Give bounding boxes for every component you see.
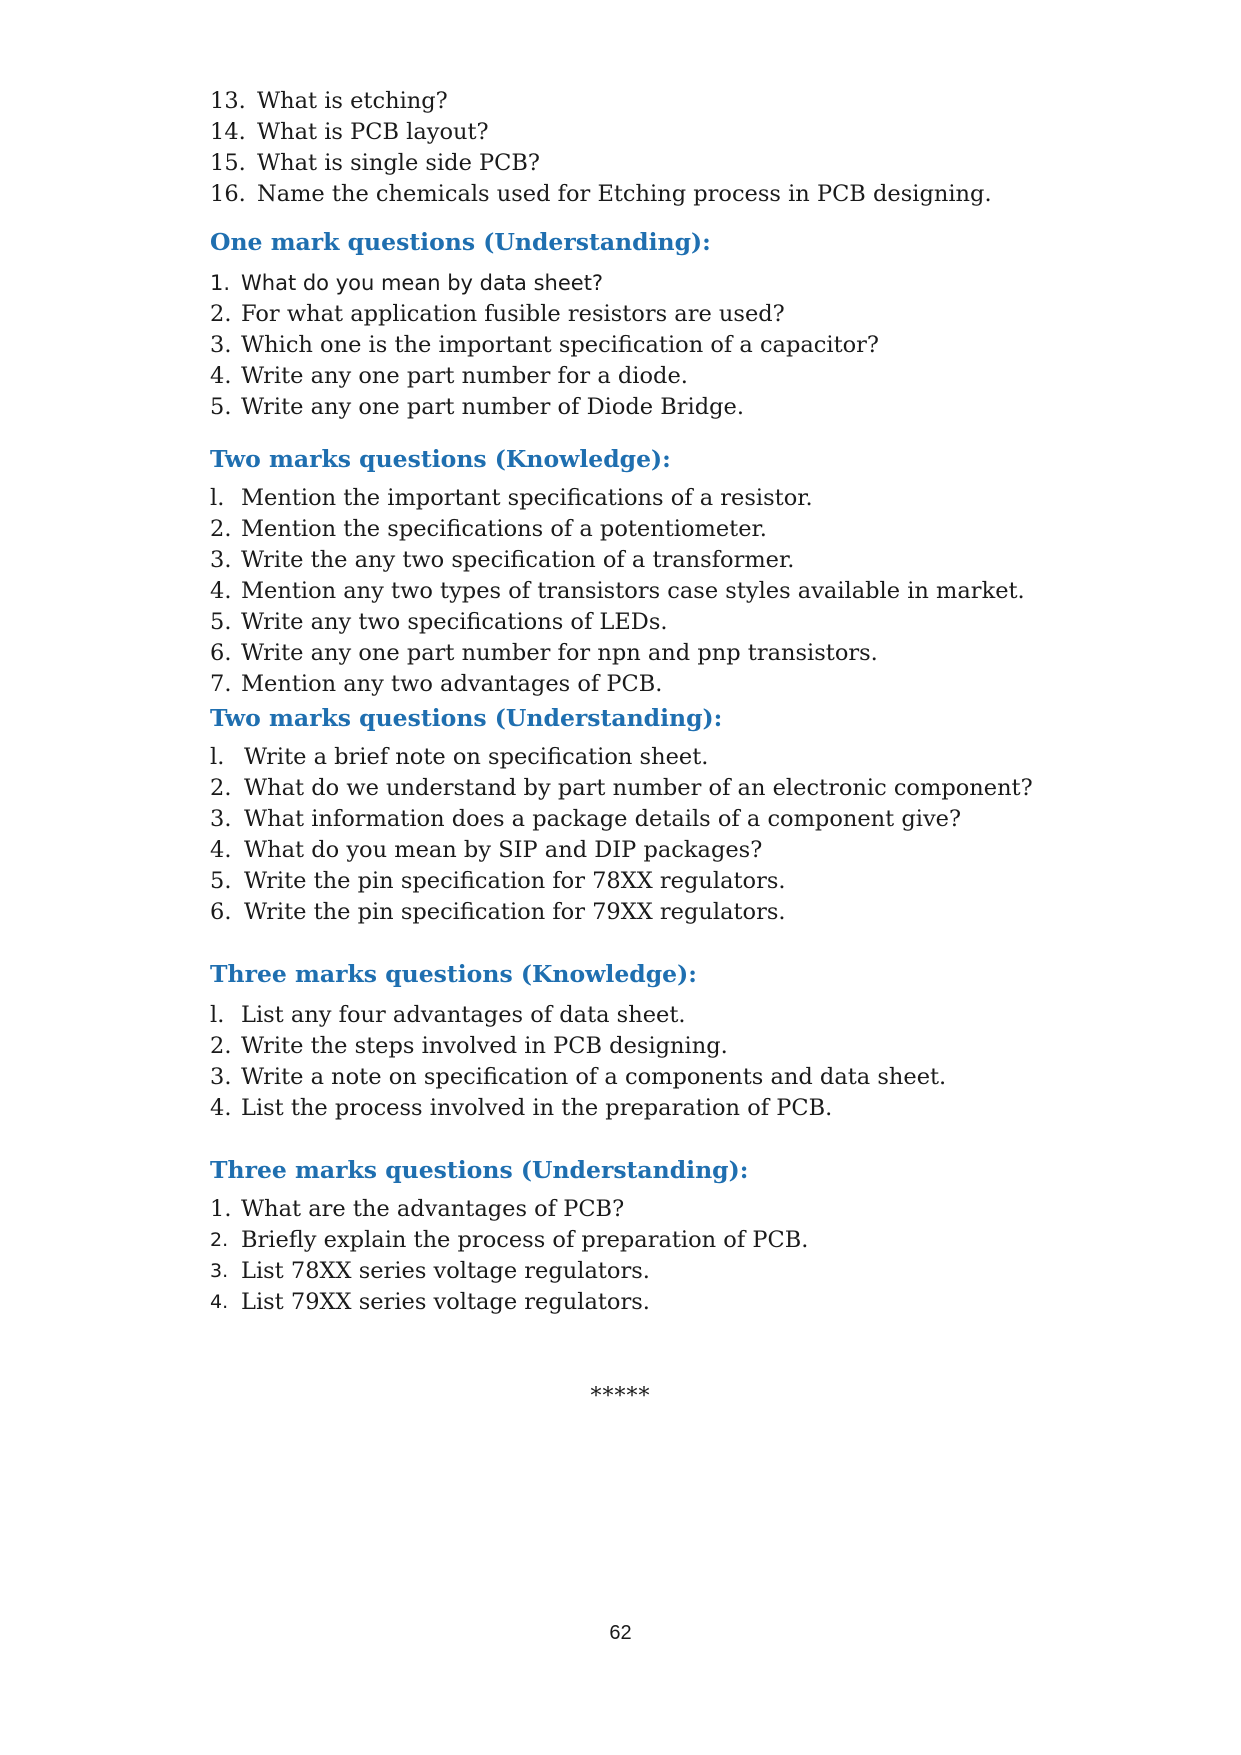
- item-text: Write any two specifications of LEDs.: [241, 609, 668, 635]
- list-item: [210, 669, 1110, 700]
- item-number: 4.: [210, 837, 232, 863]
- item-text: For what application fusible resistors are used?: [241, 301, 785, 327]
- list-item: [210, 392, 1110, 423]
- list-item: [210, 148, 1110, 179]
- page-content: [210, 86, 1110, 1318]
- item-text: Mention any two types of transistors case styles available in market.: [241, 578, 1025, 604]
- list-item: [210, 607, 1110, 638]
- item-text: List 79XX series voltage regulators.: [241, 1289, 650, 1315]
- item-text: What do we understand by part number of an electronic component?: [244, 775, 1033, 801]
- item-number: 4.: [210, 1291, 229, 1313]
- item-number: 14.: [210, 119, 246, 145]
- list-item: [210, 1062, 1110, 1093]
- list-item: [210, 866, 1110, 897]
- list-item: [210, 268, 1110, 299]
- item-text: Write the any two specification of a transformer.: [241, 547, 795, 573]
- list-item: [210, 545, 1110, 576]
- end-marker: *****: [590, 1384, 651, 1409]
- item-number: 2.: [210, 1033, 232, 1059]
- list-item: [210, 117, 1110, 148]
- item-text: Write the pin specification for 78XX regulators.: [244, 868, 786, 894]
- list-item: [210, 804, 1110, 835]
- item-text: Write any one part number for npn and pnp transistors.: [241, 640, 878, 666]
- item-text: Mention the important specifications of a resistor.: [241, 485, 813, 511]
- item-text: Name the chemicals used for Etching process in PCB designing.: [257, 181, 992, 207]
- item-number: 3.: [210, 1064, 232, 1090]
- item-number: 5.: [210, 394, 232, 420]
- item-number: l.: [210, 485, 225, 511]
- item-number: 6.: [210, 899, 232, 925]
- item-text: What is etching?: [257, 88, 448, 114]
- item-number: l.: [210, 744, 225, 770]
- list-item: [210, 638, 1110, 669]
- item-text: Write a brief note on specification sheet.: [244, 744, 709, 770]
- item-number: 2.: [210, 1229, 229, 1251]
- item-text: Write a note on specification of a components and data sheet.: [241, 1064, 947, 1090]
- item-text: What is single side PCB?: [257, 150, 540, 176]
- item-text: Write the steps involved in PCB designing.: [241, 1033, 728, 1059]
- page-number: 62: [609, 1622, 632, 1644]
- item-text: What do you mean by SIP and DIP packages?: [244, 837, 763, 863]
- item-number: 7.: [210, 671, 232, 697]
- item-text: List the process involved in the preparation of PCB.: [241, 1095, 833, 1121]
- item-number: 3.: [210, 1260, 229, 1282]
- list-item: [210, 514, 1110, 545]
- item-text: What is PCB layout?: [257, 119, 489, 145]
- item-number: 2.: [210, 775, 232, 801]
- item-number: l.: [210, 1002, 225, 1028]
- list-item: [210, 1225, 1110, 1256]
- item-number: 3.: [210, 806, 232, 832]
- item-number: 1.: [210, 1196, 232, 1222]
- list-item: [210, 1000, 1110, 1031]
- section-heading-three-marks-understanding: Three marks questions (Understanding):: [210, 1156, 749, 1184]
- item-text: List any four advantages of data sheet.: [241, 1002, 686, 1028]
- item-number: 2.: [210, 516, 232, 542]
- list-item: [210, 330, 1110, 361]
- section-heading-one-mark-understanding: One mark questions (Understanding):: [210, 228, 711, 256]
- item-text: Write the pin specification for 79XX regulators.: [244, 899, 786, 925]
- list-item: [210, 773, 1110, 804]
- list-item: [210, 179, 1110, 210]
- item-text: What information does a package details of a component give?: [244, 806, 962, 832]
- item-text: List 78XX series voltage regulators.: [241, 1258, 650, 1284]
- item-number: 1.: [210, 271, 231, 295]
- item-text: Mention any two advantages of PCB.: [241, 671, 663, 697]
- question-list-three-marks-knowledge: [210, 1000, 1110, 1124]
- item-text: Write any one part number for a diode.: [241, 363, 688, 389]
- section-heading-two-marks-knowledge: Two marks questions (Knowledge):: [210, 445, 671, 473]
- item-text: What are the advantages of PCB?: [241, 1196, 625, 1222]
- list-item: [210, 576, 1110, 607]
- item-text: Briefly explain the process of preparation of PCB.: [241, 1227, 809, 1253]
- item-number: 15.: [210, 150, 246, 176]
- list-item: [210, 361, 1110, 392]
- item-number: 4.: [210, 1095, 232, 1121]
- section-heading-three-marks-knowledge: Three marks questions (Knowledge):: [210, 960, 697, 988]
- item-number: 6.: [210, 640, 232, 666]
- item-text: Write any one part number of Diode Bridge.: [241, 394, 744, 420]
- list-item: [210, 1031, 1110, 1062]
- item-number: 16.: [210, 181, 246, 207]
- question-list-three-marks-understanding: [210, 1194, 1110, 1318]
- item-number: 2.: [210, 301, 232, 327]
- list-item: [210, 1256, 1110, 1287]
- list-item: [210, 483, 1110, 514]
- list-item: [210, 835, 1110, 866]
- question-list-two-marks-knowledge: [210, 483, 1110, 700]
- list-item: [210, 1093, 1110, 1124]
- list-item: [210, 897, 1110, 928]
- list-item: [210, 742, 1110, 773]
- list-item: [210, 1287, 1110, 1318]
- list-item: [210, 299, 1110, 330]
- item-number: 3.: [210, 547, 232, 573]
- list-item: [210, 1194, 1110, 1225]
- item-text: Which one is the important specification of a capacitor?: [241, 332, 879, 358]
- item-text: What do you mean by data sheet?: [241, 271, 604, 295]
- list-item: [210, 86, 1110, 117]
- item-text: Mention the specifications of a potentiometer.: [241, 516, 767, 542]
- item-number: 5.: [210, 609, 232, 635]
- item-number: 4.: [210, 578, 232, 604]
- item-number: 3.: [210, 332, 232, 358]
- item-number: 5.: [210, 868, 232, 894]
- question-list-continued: [210, 86, 1110, 210]
- item-number: 4.: [210, 363, 232, 389]
- question-list-one-mark-understanding: [210, 268, 1110, 423]
- item-number: 13.: [210, 88, 246, 114]
- section-heading-two-marks-understanding: Two marks questions (Understanding):: [210, 704, 723, 732]
- question-list-two-marks-understanding: [210, 742, 1110, 928]
